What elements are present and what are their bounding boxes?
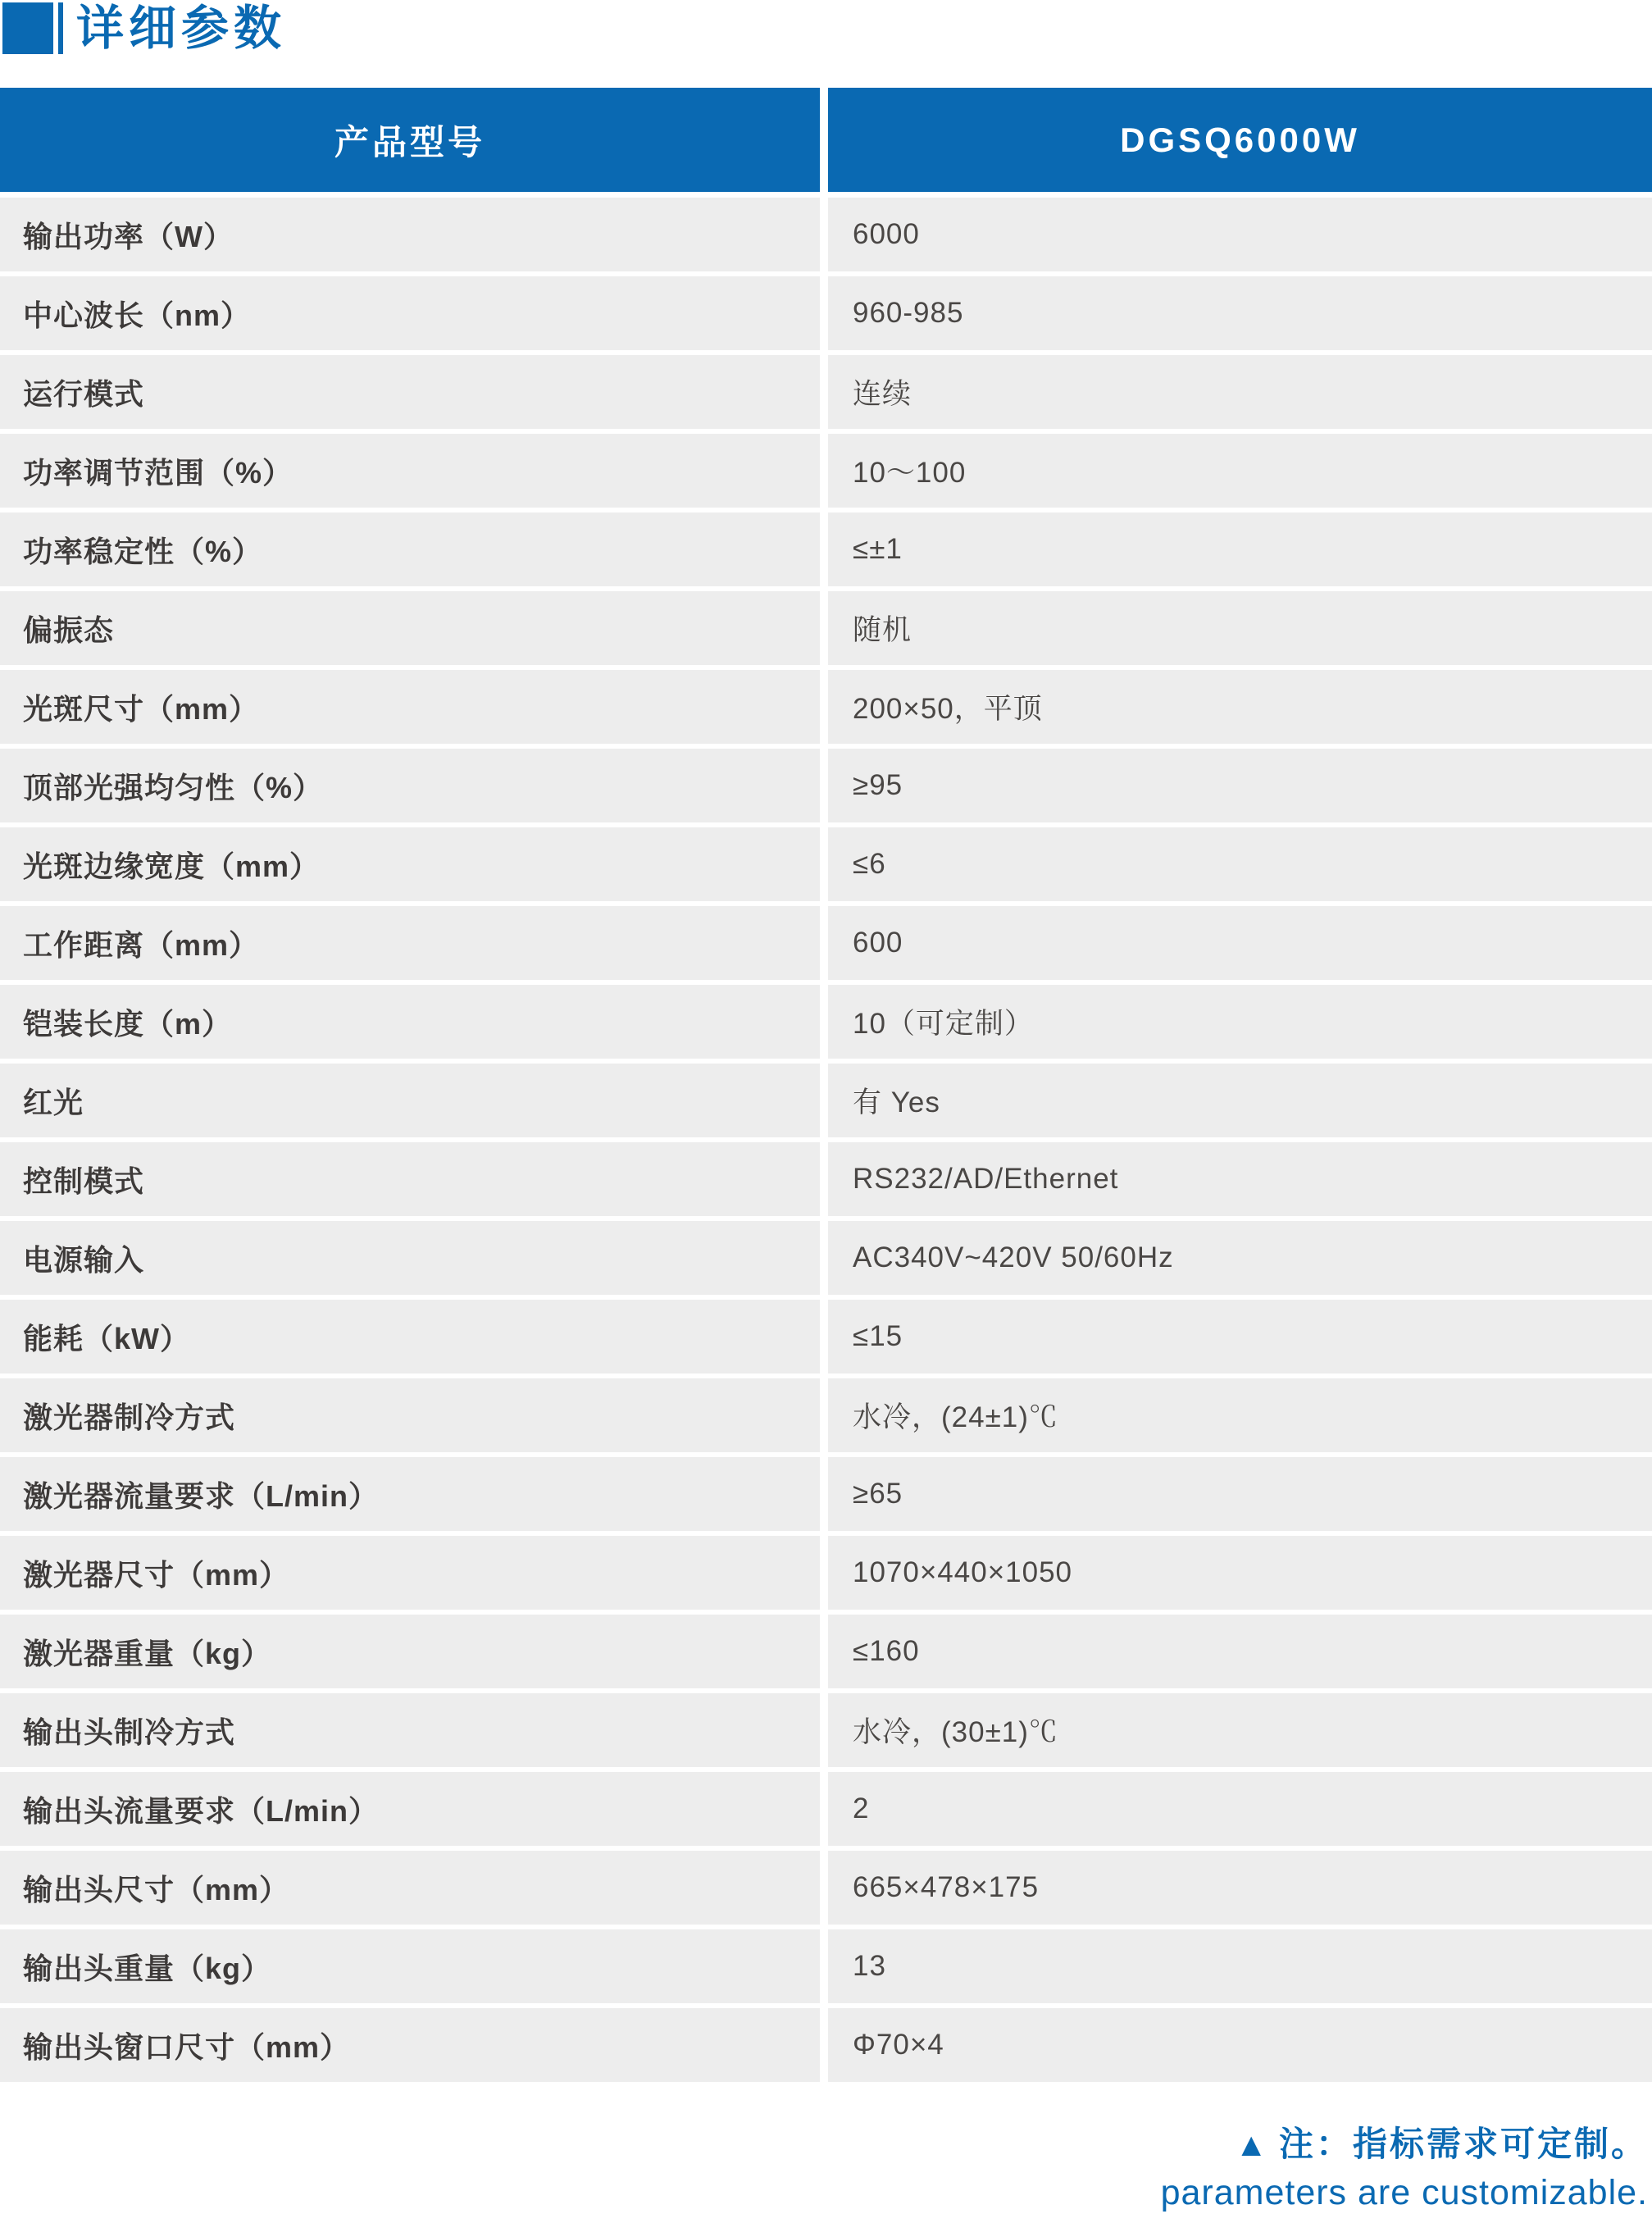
table-row [0, 434, 1652, 508]
table-row [0, 1851, 1652, 1925]
param-label: 光斑尺寸（mm） [0, 670, 820, 744]
param-label: 激光器尺寸（mm） [0, 1536, 820, 1610]
table-header-row [0, 88, 1652, 192]
param-value: 960-985 [828, 276, 1652, 350]
table-row [0, 355, 1652, 429]
param-label: 铠装长度（m） [0, 985, 820, 1059]
table-row [0, 591, 1652, 665]
param-label: 功率稳定性（%） [0, 512, 820, 586]
footnote-zh-text: 注：指标需求可定制。 [1278, 2125, 1648, 2163]
param-label: 中心波长（nm） [0, 276, 820, 350]
spec-table [0, 88, 1652, 2082]
table-row [0, 827, 1652, 901]
param-label: 偏振态 [0, 591, 820, 665]
table-row [0, 198, 1652, 271]
footnote [0, 2121, 1652, 2216]
page-title: 详细参数 [76, 2, 287, 55]
param-value: 随机 [828, 591, 1652, 665]
header-product-model-label: 产品型号 [0, 88, 820, 192]
table-row [0, 512, 1652, 586]
param-value: 有 Yes [828, 1064, 1652, 1137]
param-label: 能耗（kW） [0, 1300, 820, 1373]
param-label: 输出头制冷方式 [0, 1693, 820, 1767]
param-label: 运行模式 [0, 355, 820, 429]
footnote-en-text: parameters are customizable. [1160, 2173, 1648, 2212]
param-value: ≥65 [828, 1457, 1652, 1531]
param-value: RS232/AD/Ethernet [828, 1142, 1652, 1216]
param-label: 控制模式 [0, 1142, 820, 1216]
param-value: 水冷，(30±1)℃ [828, 1693, 1652, 1767]
param-label: 输出功率（W） [0, 198, 820, 271]
table-row [0, 670, 1652, 744]
table-row [0, 1378, 1652, 1452]
param-label: 激光器流量要求（L/min） [0, 1457, 820, 1531]
table-row [0, 1300, 1652, 1373]
param-label: 激光器制冷方式 [0, 1378, 820, 1452]
param-value: 10～100 [828, 434, 1652, 508]
table-row [0, 1929, 1652, 2003]
param-value: 600 [828, 906, 1652, 980]
section-title-block [0, 0, 1652, 57]
title-square-icon [2, 2, 53, 54]
param-value: 13 [828, 1929, 1652, 2003]
table-row [0, 1221, 1652, 1295]
param-value: ≤6 [828, 827, 1652, 901]
param-label: 功率调节范围（%） [0, 434, 820, 508]
param-value: ≤160 [828, 1615, 1652, 1688]
param-value: AC340V~420V 50/60Hz [828, 1221, 1652, 1295]
param-label: 顶部光强均匀性（%） [0, 749, 820, 822]
param-value: ≤15 [828, 1300, 1652, 1373]
param-value: 200×50，平顶 [828, 670, 1652, 744]
param-label: 光斑边缘宽度（mm） [0, 827, 820, 901]
param-label: 激光器重量（kg） [0, 1615, 820, 1688]
param-value: ≤±1 [828, 512, 1652, 586]
table-row [0, 1142, 1652, 1216]
table-row [0, 2008, 1652, 2082]
param-label: 输出头尺寸（mm） [0, 1851, 820, 1925]
table-row [0, 1457, 1652, 1531]
param-label: 红光 [0, 1064, 820, 1137]
param-value: ≥95 [828, 749, 1652, 822]
param-value: 6000 [828, 198, 1652, 271]
table-row [0, 1693, 1652, 1767]
table-row [0, 1772, 1652, 1846]
param-label: 电源输入 [0, 1221, 820, 1295]
table-row [0, 749, 1652, 822]
footnote-zh-line [0, 2121, 1648, 2168]
table-body [0, 198, 1652, 2082]
param-label: 输出头流量要求（L/min） [0, 1772, 820, 1846]
triangle-icon: ▲ [1235, 2127, 1267, 2163]
table-row [0, 1536, 1652, 1610]
table-row [0, 276, 1652, 350]
param-value: Φ70×4 [828, 2008, 1652, 2082]
param-value: 665×478×175 [828, 1851, 1652, 1925]
table-row [0, 1064, 1652, 1137]
param-value: 10（可定制） [828, 985, 1652, 1059]
table-row [0, 906, 1652, 980]
param-value: 连续 [828, 355, 1652, 429]
param-label: 输出头重量（kg） [0, 1929, 820, 2003]
param-value: 2 [828, 1772, 1652, 1846]
param-value: 水冷，(24±1)℃ [828, 1378, 1652, 1452]
param-label: 工作距离（mm） [0, 906, 820, 980]
table-row [0, 1615, 1652, 1688]
param-label: 输出头窗口尺寸（mm） [0, 2008, 820, 2082]
header-model-number: DGSQ6000W [828, 88, 1652, 192]
table-row [0, 985, 1652, 1059]
param-value: 1070×440×1050 [828, 1536, 1652, 1610]
title-vertical-bar-icon [58, 2, 63, 54]
